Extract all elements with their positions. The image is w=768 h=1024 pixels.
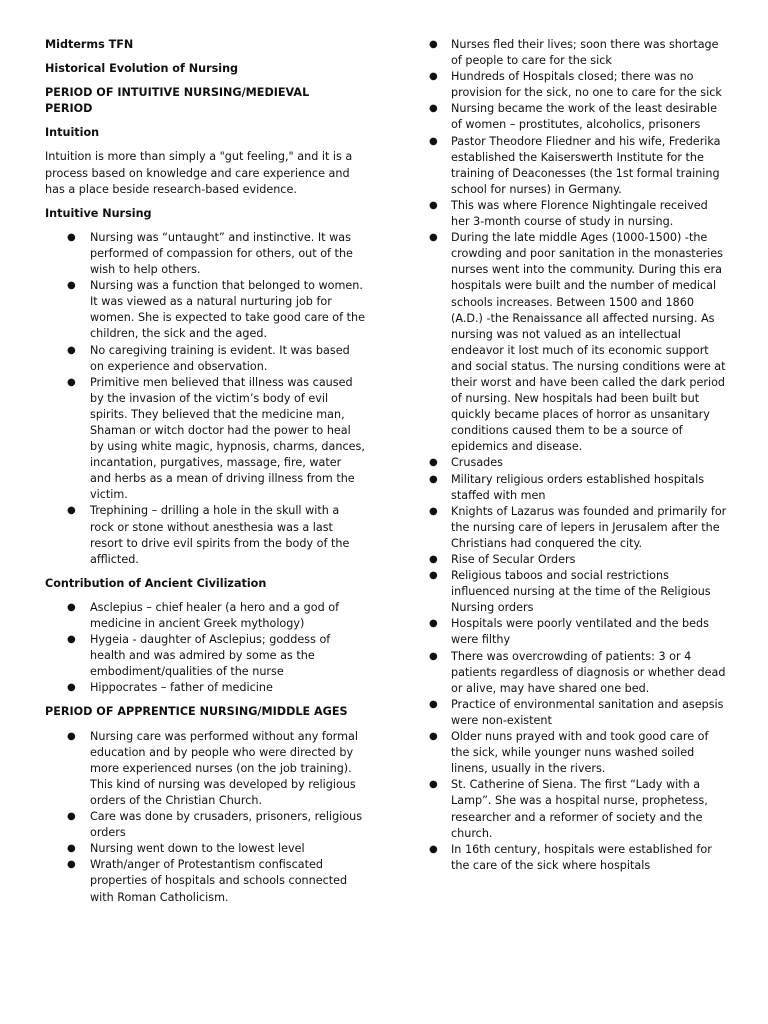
list-item (429, 230, 729, 455)
list-item (429, 729, 729, 777)
section-heading-intuitive-period: PERIOD OF INTUITIVE NURSING/MEDIEVAL PERIOD (45, 86, 310, 116)
list-item-text: Nursing was “untaught” and instinctive. It was performed of compassion for others, out of the wish to help others. (90, 230, 353, 277)
list-item (45, 375, 365, 504)
list-item-text: Nursing was a function that belonged to women. It was viewed as a natural nurturing job for women. She is expected to take good care of the children, the sick and the aged. (90, 279, 365, 341)
list-item-text: During the late middle Ages (1000-1500) -the crowding and poor sanitation in the monasteries nurses went into the community. During this era hospitals were built and the number of medical schools increases. Between 1500 and 1860 (A.D.) -the Renaissance all affected nursing. As nursing was not valued as an intellectual endeavor it lost much of its economic support and social status. The nursing conditions were at their worst and have been called the dark period of nursing. New hospitals had been built but quickly became places of horror as unsanitary conditions caused them to be a source of epidemics and disease. (451, 231, 726, 454)
list-intuitive-nursing (45, 230, 365, 568)
bullet-icon: ● (67, 344, 76, 356)
list-item (429, 504, 729, 552)
list-item (429, 568, 729, 616)
list-item (429, 777, 729, 841)
bullet-icon: ● (429, 698, 438, 710)
bullet-icon: ● (429, 39, 438, 50)
list-item-text: St. Catherine of Siena. The first “Lady with a Lamp”. She was a hospital nurse, prophetess, researcher and a reformer of society and the church. (451, 778, 708, 840)
bullet-icon: ● (429, 457, 438, 469)
list-item-text: Nurses fled their lives; soon there was shortage of people to care for the sick (451, 38, 719, 68)
bullet-icon: ● (67, 634, 76, 646)
right-column (429, 37, 729, 882)
list-right-column (429, 37, 729, 874)
bullet-icon: ● (429, 618, 438, 630)
bullet-icon: ● (429, 232, 438, 244)
list-item-text: Rise of Secular Orders (451, 553, 576, 566)
list-item-text: Asclepius – chief healer (a hero and a god of medicine in ancient Greek mythology) (90, 600, 340, 630)
bullet-icon: ● (429, 199, 438, 211)
bullet-icon: ● (67, 601, 76, 613)
list-item (429, 552, 729, 568)
list-item-text: Religious taboos and social restrictions influenced nursing at the time of the Religious Nursing orders (451, 569, 711, 615)
list-item (429, 472, 729, 504)
list-item (429, 37, 729, 69)
bullet-icon: ● (67, 505, 76, 517)
heading-ancient-civilization: Contribution of Ancient Civilization (45, 576, 267, 590)
left-column (45, 37, 365, 914)
list-item-text: In 16th century, hospitals were established for the care of the sick where hospitals (451, 842, 712, 872)
bullet-icon: ● (429, 505, 438, 517)
bullet-icon: ● (67, 231, 76, 243)
list-item-text: Crusades (451, 456, 503, 470)
section-heading-apprentice-period: PERIOD OF APPRENTICE NURSING/MIDDLE AGES (45, 705, 348, 719)
list-item (45, 809, 365, 841)
list-item-text: Wrath/anger of Protestantism confiscated properties of hospitals and schools connected with Roman Catholicism. (90, 858, 348, 904)
bullet-icon: ● (67, 682, 76, 694)
list-item-text: Care was done by crusaders, prisoners, religious orders (90, 810, 363, 840)
list-item-text: Hundreds of Hospitals closed; there was no provision for the sick, no one to care for the sick (451, 70, 722, 100)
list-item (45, 680, 365, 696)
list-item-text: Military religious orders established hospitals staffed with men (451, 472, 705, 502)
list-item (429, 649, 729, 697)
bullet-icon: ● (429, 779, 438, 791)
list-item (45, 503, 365, 567)
list-item-text: Hygeia - daughter of Asclepius; goddess of health and was admired by some as the embodiment/qualities of the nurse (90, 633, 331, 679)
document-subtitle: Historical Evolution of Nursing (45, 62, 239, 76)
list-item-text: Nursing care was performed without any formal education and by people who were directed by more experienced nurses (on the job training). This kind of nursing was developed by religious orders of the Christian Church. (90, 729, 358, 807)
list-item-text: Primitive men believed that illness was caused by the invasion of the victim’s body of evil spirits. They believed that the medicine man, Shaman or witch doctor had the power to heal by using white magic, hypnosis, charms, dances, incantation, purgatives, massage, fire, water and herbs as a mean of driving illness from the victim. (90, 375, 365, 502)
bullet-icon: ● (429, 843, 438, 855)
bullet-icon: ● (429, 570, 438, 582)
bullet-icon: ● (67, 730, 76, 742)
list-item (45, 841, 365, 857)
list-item (429, 198, 729, 230)
list-item (429, 842, 729, 874)
list-item-text: Nursing went down to the lowest level (90, 842, 305, 856)
list-item (45, 600, 365, 632)
list-ancient-civilization (45, 600, 365, 697)
bullet-icon: ● (67, 843, 76, 855)
list-item (429, 455, 729, 471)
list-item (45, 343, 365, 375)
bullet-icon: ● (429, 473, 438, 485)
bullet-icon: ● (429, 650, 438, 662)
list-item (45, 230, 365, 278)
document-title: Midterms TFN (45, 38, 134, 51)
list-item-text: Pastor Theodore Fliedner and his wife, Frederika established the Kaiserswerth Institute for the training of Deaconesses (the 1st formal training school for nurses) in Germany. (451, 134, 721, 196)
bullet-icon: ● (67, 376, 76, 388)
list-item (45, 632, 365, 680)
list-item (429, 616, 729, 648)
bullet-icon: ● (429, 103, 438, 115)
list-item (429, 134, 729, 198)
list-item (45, 857, 365, 905)
bullet-icon: ● (429, 731, 438, 743)
list-apprentice-nursing (45, 729, 365, 906)
list-item-text: Nursing became the work of the least desirable of women – prostitutes, alcoholics, prisoners (451, 102, 717, 132)
list-item (45, 729, 365, 809)
list-item (429, 697, 729, 729)
list-item-text: No caregiving training is evident. It was based on experience and observation. (90, 343, 350, 373)
list-item-text: There was overcrowding of patients: 3 or 4 patients regardless of diagnosis or whether dead or alive, may have shared one bed. (451, 649, 726, 695)
list-item (45, 278, 365, 342)
heading-intuition: Intuition (45, 126, 100, 140)
list-item-text: Hospitals were poorly ventilated and the beds were filthy (451, 617, 709, 647)
list-item (429, 101, 729, 133)
list-item-text: Practice of environmental sanitation and asepsis were non-existent (451, 697, 724, 727)
bullet-icon: ● (67, 859, 76, 871)
list-item (429, 69, 729, 101)
bullet-icon: ● (67, 811, 76, 823)
heading-intuitive-nursing: Intuitive Nursing (45, 206, 152, 220)
list-item-text: Older nuns prayed with and took good care of the sick, while younger nuns washed soiled linens, usually in the rivers. (451, 730, 709, 776)
bullet-icon: ● (67, 280, 76, 292)
bullet-icon: ● (429, 554, 438, 565)
bullet-icon: ● (429, 71, 438, 83)
list-item-text: Trephining – drilling a hole in the skull with a rock or stone without anesthesia was a last resort to drive evil spirits from the body of the afflicted. (90, 504, 350, 566)
bullet-icon: ● (429, 135, 438, 147)
list-item-text: Knights of Lazarus was founded and primarily for the nursing care of lepers in Jerusalem after the Christians had conquered the city. (451, 504, 727, 550)
list-item-text: Hippocrates – father of medicine (90, 681, 273, 695)
list-item-text: This was where Florence Nightingale received her 3-month course of study in nursing. (451, 198, 708, 229)
paragraph-intuition: Intuition is more than simply a "gut feeling," and it is a process based on knowledge and care experience and has a place beside research-based evidence. (45, 150, 353, 196)
